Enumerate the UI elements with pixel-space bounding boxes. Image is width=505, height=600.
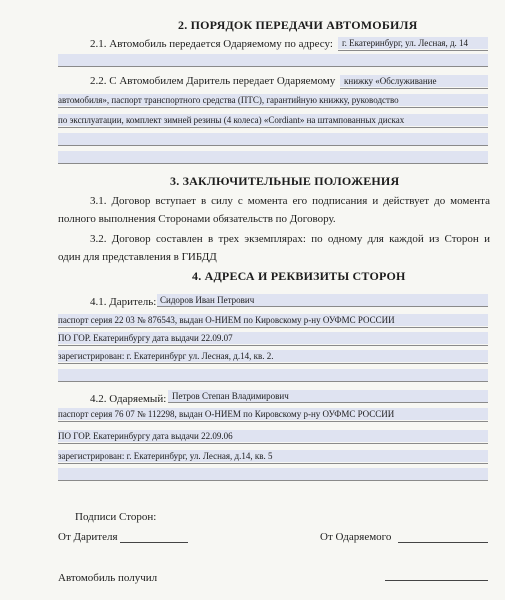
field-line [58, 163, 488, 164]
clause-3-1-line-2: полного выполнения Сторонами обязательств по Договору. [58, 213, 336, 225]
clause-3-2-line-1: 3.2. Договор составлен в трех экземплярах: по одному для каждой из Сторон и [90, 233, 490, 245]
field-line [340, 88, 488, 89]
field-line [58, 145, 488, 146]
clause-2-2-value-2: автомобиля», паспорт транспортного средства (ПТС), гарантийную книжку, руководство [58, 95, 399, 105]
donor-passport-2: ПО ГОР. Екатеринбургу дата выдачи 22.09.07 [58, 333, 233, 343]
received-label: Автомобиль получил [58, 572, 158, 584]
field-bg [58, 54, 488, 66]
clause-2-1-value: г. Екатеринбург, ул. Лесная, д. 14 [342, 38, 469, 48]
recipient-signature-label: От Одаряемого [320, 531, 392, 543]
clause-2-2-label: 2.2. С Автомобилем Даритель передает Одаряемому [90, 75, 336, 87]
donor-label: 4.1. Даритель: [90, 296, 157, 308]
clause-2-1-label: 2.1. Автомобиль передается Одаряемому по адресу: [90, 38, 333, 50]
section-3-title: 3. ЗАКЛЮЧИТЕЛЬНЫЕ ПОЛОЖЕНИЯ [170, 174, 400, 188]
donor-signature-label: От Дарителя [58, 531, 118, 543]
clause-2-2-value-3: по эксплуатации, комплект зимней резины (4 колеса) «Cordiant» на штампованных дисках [58, 115, 405, 125]
received-signature-line [385, 580, 488, 581]
recipient-name: Петров Степан Владимирович [172, 391, 289, 401]
donor-signature-line [120, 542, 188, 543]
field-line [58, 463, 488, 464]
clause-3-1-line-1: 3.1. Договор вступает в силу с момента его подписания и действует до момента [90, 195, 490, 207]
donor-address: зарегистрирован: г. Екатеринбург ул. Лесная, д.14, кв. 2. [58, 351, 274, 361]
section-2-title: 2. ПОРЯДОК ПЕРЕДАЧИ АВТОМОБИЛЯ [178, 18, 418, 32]
donor-name: Сидоров Иван Петрович [160, 295, 255, 305]
field-line [168, 402, 488, 403]
field-line [58, 421, 488, 422]
field-line [338, 50, 488, 51]
field-line [58, 381, 488, 382]
recipient-signature-line [398, 542, 488, 543]
field-bg [58, 468, 488, 480]
field-line [58, 443, 488, 444]
field-bg [58, 369, 488, 381]
recipient-address: зарегистрирован: г. Екатеринбург, ул. Лесная, д.14, кв. 5 [58, 451, 273, 461]
recipient-passport-2: ПО ГОР. Екатеринбургу дата выдачи 22.09.06 [58, 431, 233, 441]
field-line [157, 306, 488, 307]
field-bg [58, 151, 488, 163]
field-line [58, 327, 488, 328]
field-line [58, 127, 488, 128]
field-line [58, 345, 488, 346]
field-bg [58, 133, 488, 145]
clause-3-2-line-2: один для представления в ГИБДД [58, 251, 217, 263]
signatures-title: Подписи Сторон: [75, 511, 157, 523]
field-line [58, 66, 488, 67]
donor-passport-1: паспорт серия 22 03 № 876543, выдан О-НИЕМ по Кировскому р-ну ОУФМС РОССИИ [58, 315, 395, 325]
field-line [58, 107, 488, 108]
clause-2-2-value-1: книжку «Обслуживание [344, 76, 437, 86]
section-4-title: 4. АДРЕСА И РЕКВИЗИТЫ СТОРОН [192, 269, 406, 283]
recipient-passport-1: паспорт серия 76 07 № 112298, выдан О-НИЕМ по Кировскому р-ну ОУФМС РОССИИ [58, 409, 395, 419]
field-line [58, 363, 488, 364]
recipient-label: 4.2. Одаряемый: [90, 393, 167, 405]
field-line [58, 480, 488, 481]
